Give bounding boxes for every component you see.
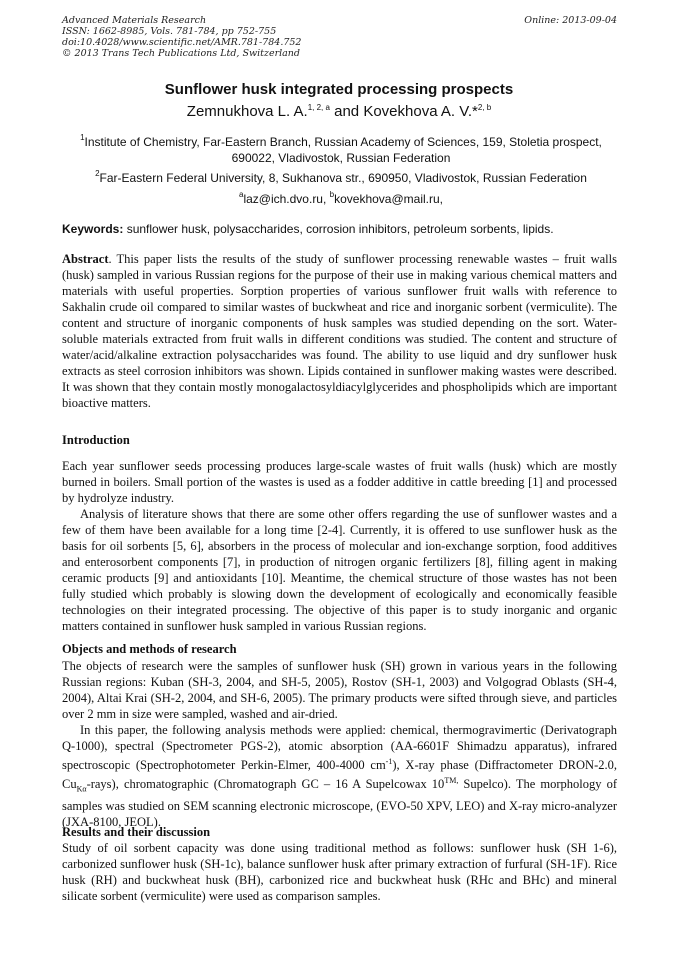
journal-name: Advanced Materials Research (62, 15, 207, 26)
email-line (62, 187, 620, 207)
methods-p2-part-b: ), X-ray phase (Diffractometer DRON-2.0, Cu (62, 758, 617, 792)
methods-p2-part-a: In this paper, the following analysis methods were applied: chemical, thermogravimertic (Derivatograph Q-1000), spectral (Spectrometer PGS-2), atomic absorption (AA-6601F Shimadzu apparatus), infrared spectroscopic (Spectrophotometer Perkin-Elmer, 400-4000 cm (62, 723, 617, 773)
methods-p2-sup-2: TM, (444, 776, 459, 786)
methods-body (62, 658, 621, 830)
author-2-marks: 2, b (477, 103, 492, 112)
affiliation-2 (62, 166, 620, 186)
abstract (62, 251, 617, 411)
abstract-label: Abstract (62, 252, 109, 266)
methods-heading: Objects and methods of research (62, 642, 237, 656)
keywords-label: Keywords: (62, 222, 124, 236)
copyright-line: © 2013 Trans Tech Publications Ltd, Switzerland (62, 48, 301, 59)
introduction-paragraph-1: Each year sunflower seeds processing produces large-scale wastes of fruit walls (husk) which are mostly burned in boilers. Small portion of the wastes is used as a fodder additive in cattle breeding [1] and processed by hydrolyze industry. (62, 459, 617, 505)
keywords (62, 222, 620, 237)
journal-header (62, 15, 617, 59)
results-heading: Results and their discussion (62, 825, 211, 839)
methods-p2-sub: Kα (76, 784, 87, 794)
methods-paragraph-2 (62, 722, 621, 830)
introduction-body (62, 458, 617, 634)
methods-paragraph-1: The objects of research were the samples of sunflower husk (SH) grown in various years in the following Russian regions: Kuban (SH-3, 2004, and SH-5, 2005), Rostov (SH-1, 2003) and Volgograd Oblasts (SH-4, 2004), Altai Krai (SH-2, 2004, and SH-6, 2005). The primary products were sifted through sieve, and particles over 2 mm in size were sampled, washed and air-dried. (62, 659, 617, 721)
methods-p2-part-c: -rays), chromatographic (Chromatograph GC – 16 A Supelcowax 10 (86, 777, 445, 792)
issn-line: ISSN: 1662-8985, Vols. 781-784, pp 752-755 (62, 26, 277, 37)
affiliation-2-mark: 2 (95, 169, 100, 178)
doi-line: doi:10.4028/www.scientific.net/AMR.781-784.752 (62, 37, 302, 48)
online-date: Online: 2013-09-04 (524, 15, 617, 26)
results-body (62, 840, 617, 904)
author-1: Zemnukhova L. A. (186, 103, 308, 120)
abstract-text: . This paper lists the results of the study of sunflower processing renewable wastes – fruit walls (husk) sampled in various Russian regions for the purpose of their use in making various chemical matters and materials with useful properties. Sorption properties of various sunflower fruit walls with reference to Sakhalin crude oil compared to similar wastes of buckwheat and rice and inorganic sorbent (vermiculite). The content and structure of inorganic components of husk samples was studied depending on the sort. Water-soluble materials extracted from fruit walls in different conditions was studied. The content and structure of water/acid/alkaline extraction polysaccharides was found. The ability to use liquid and dry sunflower husk extracts as steel corrosion inhibitors was shown. Lipids contained in sunflower making wastes were described. It was shown that they contain mostly monogalactosyldiacylglycerides and phospholipids which are important bioactive matters. (62, 252, 617, 410)
author-and: and (329, 103, 364, 120)
email-b[interactable]: kovekhova@mail.ru, (334, 192, 443, 206)
keywords-text: sunflower husk, polysaccharides, corrosion inhibitors, petroleum sorbents, lipids. (123, 222, 554, 236)
affiliation-1 (62, 130, 620, 166)
affiliation-1-text: Institute of Chemistry, Far-Eastern Branch, Russian Academy of Sciences, 159, Stoletia prospect, 690022, Vladivostok, Russian Federation (84, 135, 602, 165)
email-a[interactable]: laz@ich.dvo.ru, (243, 192, 330, 206)
introduction-heading: Introduction (62, 433, 130, 447)
introduction-paragraph-2: Analysis of literature shows that there are some other offers regarding the use of sunflower wastes and a few of them have been available for a long time [2-4]. Currently, it is offered to use sunflower husk as the basis for oil sorbents [5, 6], absorbers in the process of molecular and ion-exchange sorption, food additives and enterosorbent components [7], in production of nitrogen organic fertilizers [8], filling agent in making ceramic products [9] and antioxidants [10]. Meantime, the chemical structure of those wastes has not been fully studied which probably is slowing down the development of ecologically and economically feasible technologies on their integrated processing. The objective of this paper is to study inorganic and organic matters contained in sunflower husk sampled in various Russian regions. (62, 507, 617, 633)
affiliation-2-text: Far-Eastern Federal University, 8, Sukhanova str., 690950, Vladivostok, Russian Federation (99, 171, 587, 185)
paper-title: Sunflower husk integrated processing prospects (164, 81, 514, 98)
author-line (0, 103, 678, 120)
methods-p2-sup-1: -1 (385, 757, 393, 766)
author-1-marks: 1, 2, a (307, 103, 330, 112)
methods-p2-part-d: Supelco). The morphology of samples was studied on SEM scanning electronic microscope, (EVO-50 XPV, LEO) and X-ray micro-analyzer (JXA-8100, JEOL). (62, 777, 621, 829)
affiliation-1-mark: 1 (80, 133, 85, 142)
email-a-mark: a (238, 190, 244, 199)
email-b-mark: b (329, 190, 335, 199)
results-paragraph-1: Study of oil sorbent capacity was done using traditional method as follows: sunflower husk (SH 1-6), carbonized sunflower husk (SH-1c), balance sunflower husk after primary extraction of furfural (SH-1F). Rice husk (RH) and buckwheat husk (BH), carbonized rice and buckwheat husk (RHc and BHc) and mineral silicate sorbent (vermiculite) were used as comparison samples. (62, 841, 617, 903)
author-2: Kovekhova A. V.* (363, 103, 478, 120)
